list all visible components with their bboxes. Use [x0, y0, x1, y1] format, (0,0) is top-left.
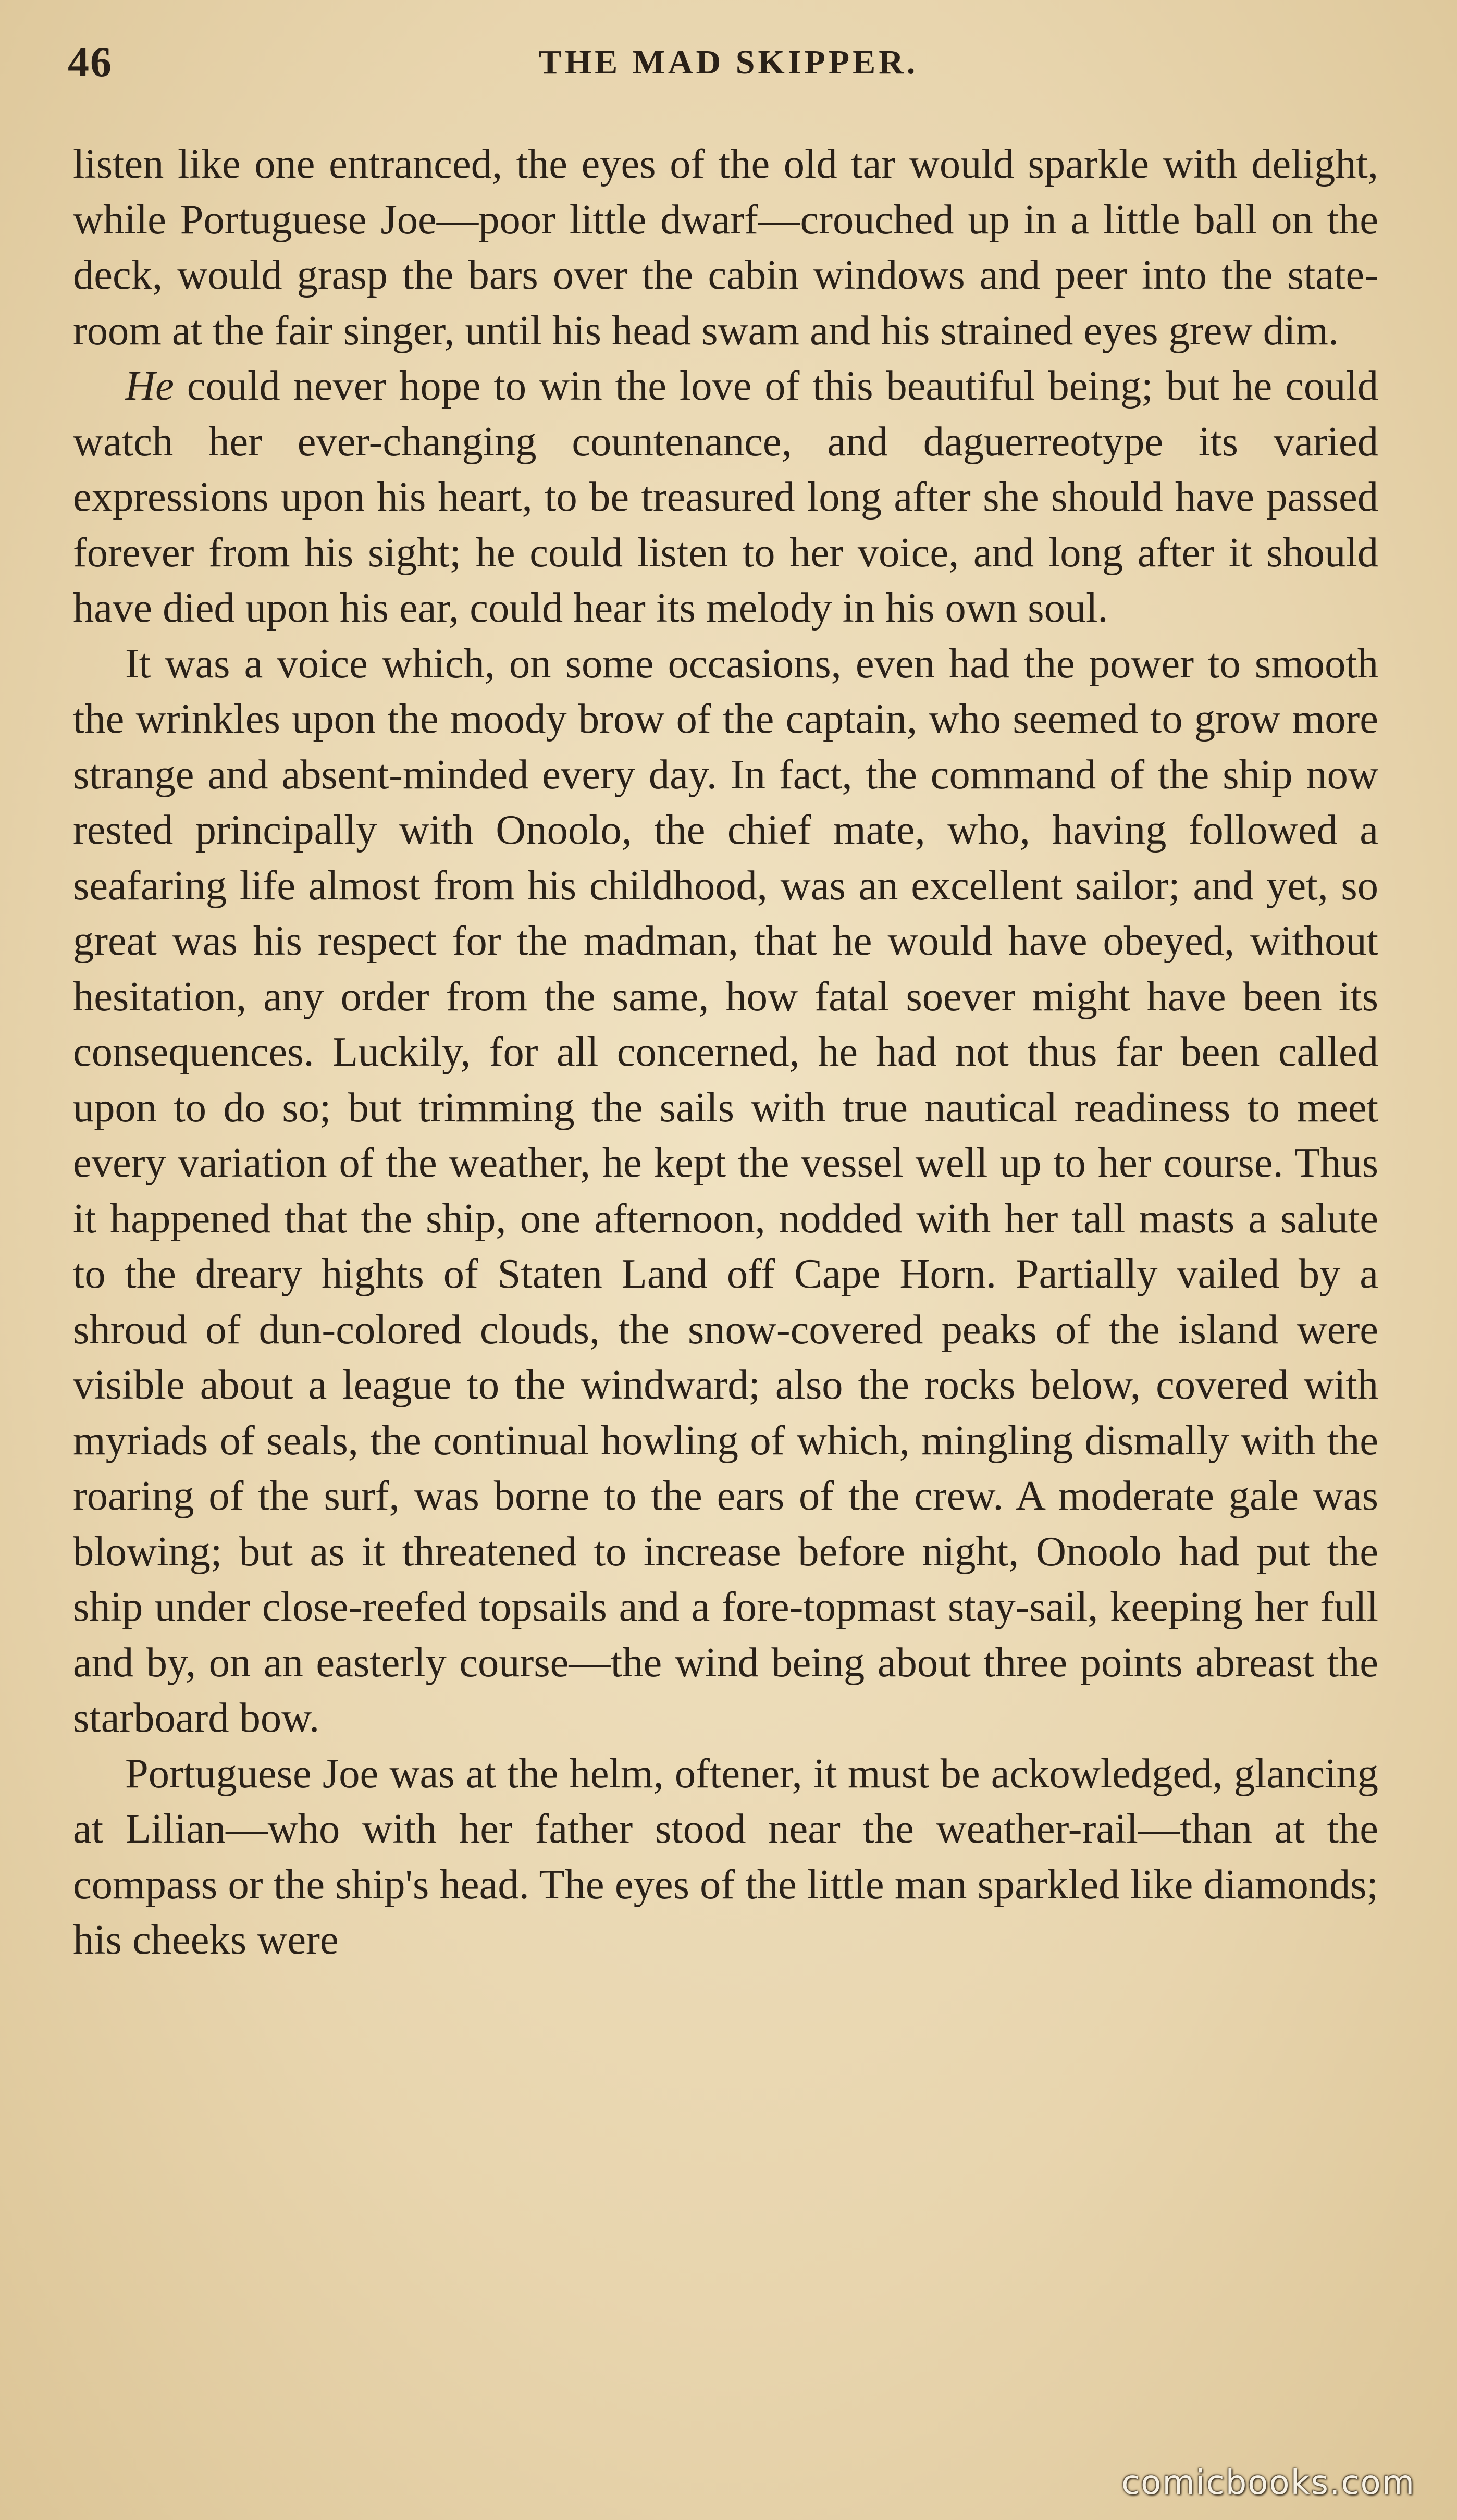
page-header	[68, 38, 1389, 90]
paragraph-continuation: listen like one entranced, the eyes of the old tar would sparkle with delight, while Portuguese Joe—poor little dwarf—crouched up in a little ball on the deck, would grasp the bars over the cabin windows and peer into the state-room at the fair singer, until his head swam and his strained eyes grew dim.	[73, 141, 1378, 354]
running-title: THE MAD SKIPPER.	[538, 43, 919, 81]
paragraph-text: could never hope to win the love of this beautiful being; but he could watch her ever-changing countenance, and daguerreotype its varied expressions upon his heart, to be treasured long after she should have passed forever from his sight; he could listen to her voice, and long after it should have died upon his ear, could hear its melody in his own soul.	[73, 363, 1378, 631]
paragraph: Portuguese Joe was at the helm, oftener, it must be ackowledged, glancing at Lilian—who with her father stood near the weather-rail—than at the compass or the ship's head. The eyes of the little man sparkled like diamonds; his cheeks were	[73, 1750, 1378, 1963]
watermark: comicbooks.com	[1121, 2464, 1415, 2502]
paragraph	[73, 359, 1378, 636]
body-text	[73, 137, 1378, 1968]
paragraph: It was a voice which, on some occasions, even had the power to smooth the wrinkles upon the moody brow of the captain, who seemed to grow more strange and absent-minded every day. In fact, the command of the ship now rested principally with Onoolo, the chief mate, who, having followed a seafaring life almost from his childhood, was an excellent sailor; and yet, so great was his respect for the madman, that he would have obeyed, without hesitation, any order from the same, how fatal soever might have been its consequences. Luckily, for all concerned, he had not thus far been called upon to do so; but trimming the sails with true nautical readiness to meet every variation of the weather, he kept the vessel well up to her course. Thus it happened that the ship, one afternoon, nodded with her tall masts a salute to the dreary hights of Staten Land off Cape Horn. Partially vailed by a shroud of dun-colored clouds, the snow-covered peaks of the island were visible about a league to the windward; also the rocks below, covered with myriads of seals, the continual howling of which, mingling dismally with the roaring of the surf, was borne to the ears of the crew. A moderate gale was blowing; but as it threatened to increase before night, Onoolo had put the ship under close-reefed topsails and a fore-topmast stay-sail, keeping her full and by, on an easterly course—the wind being about three points abreast the starboard bow.	[73, 640, 1378, 1741]
italic-word: He	[125, 363, 174, 409]
page-number: 46	[68, 38, 113, 85]
